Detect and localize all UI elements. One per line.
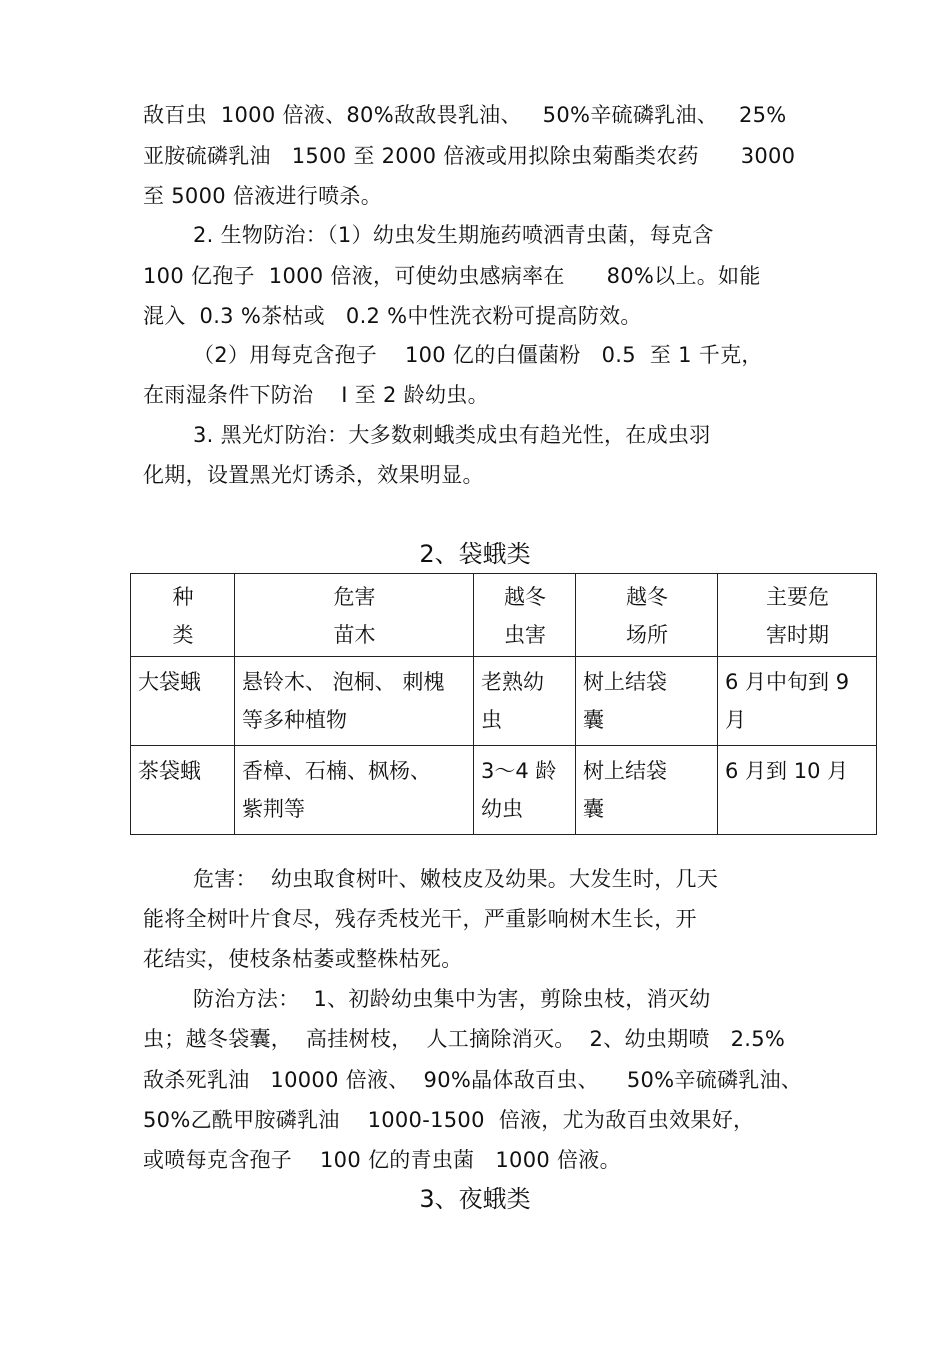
table-cell: 老熟幼 虫 xyxy=(474,657,576,746)
header-cell-overwinter-site: 越冬 场所 xyxy=(576,574,718,657)
text-line: 混入 0.3 %茶枯或 0.2 %中性洗衣粉可提高防效。 xyxy=(143,304,642,328)
table-cell: 悬铃木、 泡桐、 刺槐 等多种植物 xyxy=(235,657,474,746)
table-cell: 大袋蛾 xyxy=(131,657,235,746)
table-cell: 树上结袋 囊 xyxy=(576,657,718,746)
header-cell-hosts: 危害 苗木 xyxy=(235,574,474,657)
text-line: 至 5000 倍液进行喷杀。 xyxy=(143,184,382,208)
text-line: 敌百虫 1000 倍液、80%敌敌畏乳油、 50%辛硫磷乳油、 25% xyxy=(143,103,787,127)
text-line: 能将全树叶片食尽，残存秃枝光干，严重影响树木生长，开 xyxy=(143,907,697,931)
table-cell: 3～4 龄 幼虫 xyxy=(474,746,576,835)
table-row xyxy=(131,746,877,835)
text-line: 或喷每克含孢子 100 亿的青虫菌 1000 倍液。 xyxy=(143,1148,621,1172)
table-cell: 6 月中旬到 9 月 xyxy=(718,657,877,746)
section-heading: 2、袋蛾类 xyxy=(419,540,531,568)
text-line: 100 亿孢子 1000 倍液，可使幼虫感病率在 80%以上。如能 xyxy=(143,264,761,288)
pest-table xyxy=(130,573,877,835)
text-line: 化期，设置黑光灯诱杀，效果明显。 xyxy=(143,463,484,487)
text-line: 危害： 幼虫取食树叶、嫩枝皮及幼果。大发生时，几天 xyxy=(193,867,719,891)
text-line: 防治方法： 1、初龄幼虫集中为害，剪除虫枝，消灭幼 xyxy=(193,987,711,1011)
text-line: 2. 生物防治：（1）幼虫发生期施药喷洒青虫菌，每克含 xyxy=(193,223,714,247)
text-line: 亚胺硫磷乳油 1500 至 2000 倍液或用拟除虫菊酯类农药 3000 xyxy=(143,144,796,168)
table-cell: 香樟、石楠、枫杨、 紫荆等 xyxy=(235,746,474,835)
text-line: 虫；越冬袋囊， 高挂树枝， 人工摘除消灭。 2、幼虫期喷 2.5% xyxy=(143,1027,786,1051)
header-cell-species: 种 类 xyxy=(131,574,235,657)
table-row xyxy=(131,657,877,746)
section-heading: 3、夜蛾类 xyxy=(419,1185,531,1213)
text-line: 敌杀死乳油 10000 倍液、 90%晶体敌百虫、 50%辛硫磷乳油、 xyxy=(143,1068,803,1092)
text-line: 3. 黑光灯防治：大多数刺蛾类成虫有趋光性，在成虫羽 xyxy=(193,423,711,447)
text-line: （2）用每克含孢子 100 亿的白僵菌粉 0.5 至 1 千克， xyxy=(193,343,763,367)
text-line: 花结实，使枝条枯萎或整株枯死。 xyxy=(143,947,463,971)
table-header-row xyxy=(131,574,877,657)
table-cell: 树上结袋 囊 xyxy=(576,746,718,835)
header-cell-damage-period: 主要危 害时期 xyxy=(718,574,877,657)
text-line: 在雨湿条件下防治 Ⅰ 至 2 龄幼虫。 xyxy=(143,383,489,407)
table-cell: 茶袋蛾 xyxy=(131,746,235,835)
table-cell: 6 月到 10 月 xyxy=(718,746,877,835)
text-line: 50%乙酰甲胺磷乳油 1000-1500 倍液，尤为敌百虫效果好， xyxy=(143,1108,755,1132)
header-cell-overwinter-stage: 越冬 虫害 xyxy=(474,574,576,657)
